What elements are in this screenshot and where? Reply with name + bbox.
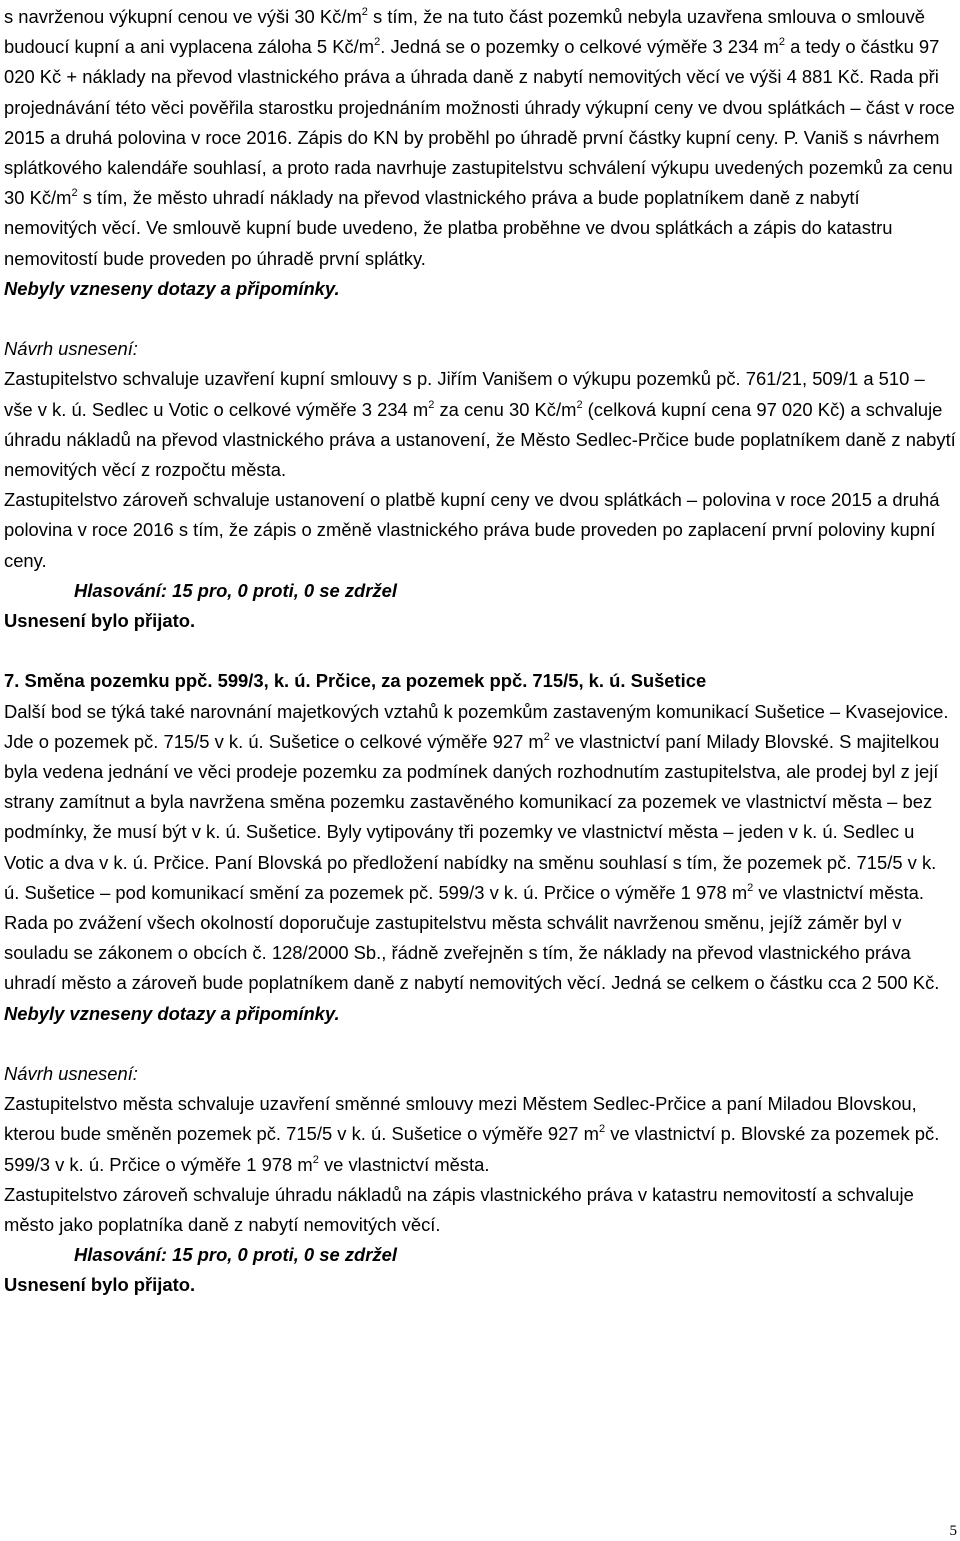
vote-result: Hlasování: 15 pro, 0 proti, 0 se zdržel xyxy=(74,579,397,601)
vote-result: Hlasování: 15 pro, 0 proti, 0 se zdržel xyxy=(74,1244,397,1266)
superscript: 2 xyxy=(71,187,78,200)
resolution-paragraph: Zastupitelstvo schvaluje uzavření kupní smlouvy s p. Jiřím Vanišem o výkupu pozemků pč. 761/21, 509/1 a 510 – vše v k. ú. Sedlec u Votic o celkové výměře 3 234 $m^2$ za cenu 30 $Kč/m^2$ (celková kupní cena 97 020 Kč) a schvaluje úhradu nákladů na převod vlastnického práva a ustanovení, že Město Sedlec-Prčice bude poplatníkem daně z nabytí nemovitých věcí z rozpočtu města. xyxy=(4,368,956,481)
no-questions-note: Nebyly vzneseny dotazy a připomínky. xyxy=(4,277,340,299)
superscript: 2 xyxy=(747,881,754,894)
page-number: 5 xyxy=(949,1523,957,1539)
section-paragraph: Další bod se týká také narovnání majetkových vztahů k pozemkům zastaveným komunikací Sušetice – Kvasejovice. Jde o pozemek pč. 715/5 v k. ú. Sušetice o celkové výměře 927 $m^2$ ve vlastnictví paní Milady Blovské. S majitelkou byla vedena jednání ve věci prodeje pozemku za podmínek daných rozhodnutím zastupitelstva, ale prodej byl z její strany zamítnut a byla navržena směna pozemku zastavěného komunikací za pozemek ve vlastnictví města – bez podmínky, že musí být v k. ú. Sušetice. Byly vytipovány tři pozemky ve vlastnictví města – jeden v k. ú. Sedlec u Votic a dva v k. ú. Prčice. Paní Blovská po předložení nabídky na směnu souhlasí s tím, že pozemek pč. 715/5 v k. ú. Sušetice – pod komunikací smění za pozemek pč. 599/3 v k. ú. Prčice o výměře 1 978 $m^2$ ve vlastnictví města. Rada po zvážení všech okolností doporučuje zastupitelstvu města schválit navrženou směnu, jejíž záměr byl v souladu se zákonem o obcích č. 128/2000 Sb., řádně zveřejněn s tím, že náklady na převod vlastnického práva uhradí město a zároveň bude poplatníkem daně z nabytí nemovitých věcí. Jedná se celkem o částku cca 2 500 Kč. xyxy=(4,700,949,994)
superscript: 2 xyxy=(598,1123,606,1136)
superscript: 2 xyxy=(543,730,550,743)
superscript: 2 xyxy=(312,1153,319,1166)
section-title: 7. Směna pozemku ppč. 599/3, k. ú. Prčice, za pozemek ppč. 715/5, k. ú. Sušetice xyxy=(4,670,707,692)
superscript: 2 xyxy=(576,398,583,411)
superscript: 2 xyxy=(428,398,435,411)
superscript: 2 xyxy=(374,36,381,49)
superscript: 2 xyxy=(778,36,786,49)
document-page xyxy=(4,2,956,1301)
resolution-heading: Návrh usnesení: xyxy=(4,338,138,360)
resolution-heading: Návrh usnesení: xyxy=(4,1063,138,1085)
resolution-status: Usnesení bylo přijato. xyxy=(4,610,196,632)
resolution-paragraph: Zastupitelstvo zároveň schvaluje úhradu nákladů na zápis vlastnického práva v katastru nemovitostí a schvaluje město jako poplatníka daně z nabytí nemovitých věcí. xyxy=(4,1183,914,1236)
spacer xyxy=(4,304,956,334)
resolution-paragraph: Zastupitelstvo města schvaluje uzavření směnné smlouvy mezi Městem Sedlec-Prčice a paní Miladou Blovskou, kterou bude směněn pozemek pč. 715/5 v k. ú. Sušetice o výměře 927 $m^2$ ve vlastnictví p. Blovské za pozemek pč. 599/3 v k. ú. Prčice o výměře 1 978 $m^2$ ve vlastnictví města. xyxy=(4,1093,940,1175)
spacer xyxy=(4,1029,956,1059)
spacer xyxy=(4,636,956,666)
resolution-status: Usnesení bylo přijato. xyxy=(4,1274,196,1296)
no-questions-note: Nebyly vzneseny dotazy a připomínky. xyxy=(4,1002,340,1024)
superscript: 2 xyxy=(361,5,368,18)
resolution-paragraph: Zastupitelstvo zároveň schvaluje ustanovení o platbě kupní ceny ve dvou splátkách – polovina v roce 2015 a druhá polovina v roce 2016 s tím, že zápis o změně vlastnického práva bude proveden po zaplacení první poloviny kupní ceny. xyxy=(4,489,940,571)
intro-paragraph: s navrženou výkupní cenou ve výši 30 $Kč/m^2$ s tím, že na tuto část pozemků nebyla uzavřena smlouva o smlouvě budoucí kupní a ani vyplacena záloha 5 $Kč/m^2$. Jedná se o pozemky o celkové výměře 3 234 $m^2$ a tedy o částku 97 020 Kč + náklady na převod vlastnického práva a úhrada daně z nabytí nemovitých věcí ve výši 4 881 Kč. Rada při projednávání této věci pověřila starostku projednáním možnosti úhrady výkupní ceny ve dvou splátkách – část v roce 2015 a druhá polovina v roce 2016. Zápis do KN by proběhl po úhradě první částky kupní ceny. P. Vaniš s návrhem splátkového kalendáře souhlasí, a proto rada navrhuje zastupitelstvu schválení výkupu uvedených pozemků za cenu 30 $Kč/m^2$ s tím, že město uhradí náklady na převod vlastnického práva a bude poplatníkem daně z nabytí nemovitých věcí. Ve smlouvě kupní bude uvedeno, že platba proběhne ve dvou splátkách a zápis do katastru nemovitostí bude proveden po úhradě první splátky. xyxy=(4,5,955,269)
